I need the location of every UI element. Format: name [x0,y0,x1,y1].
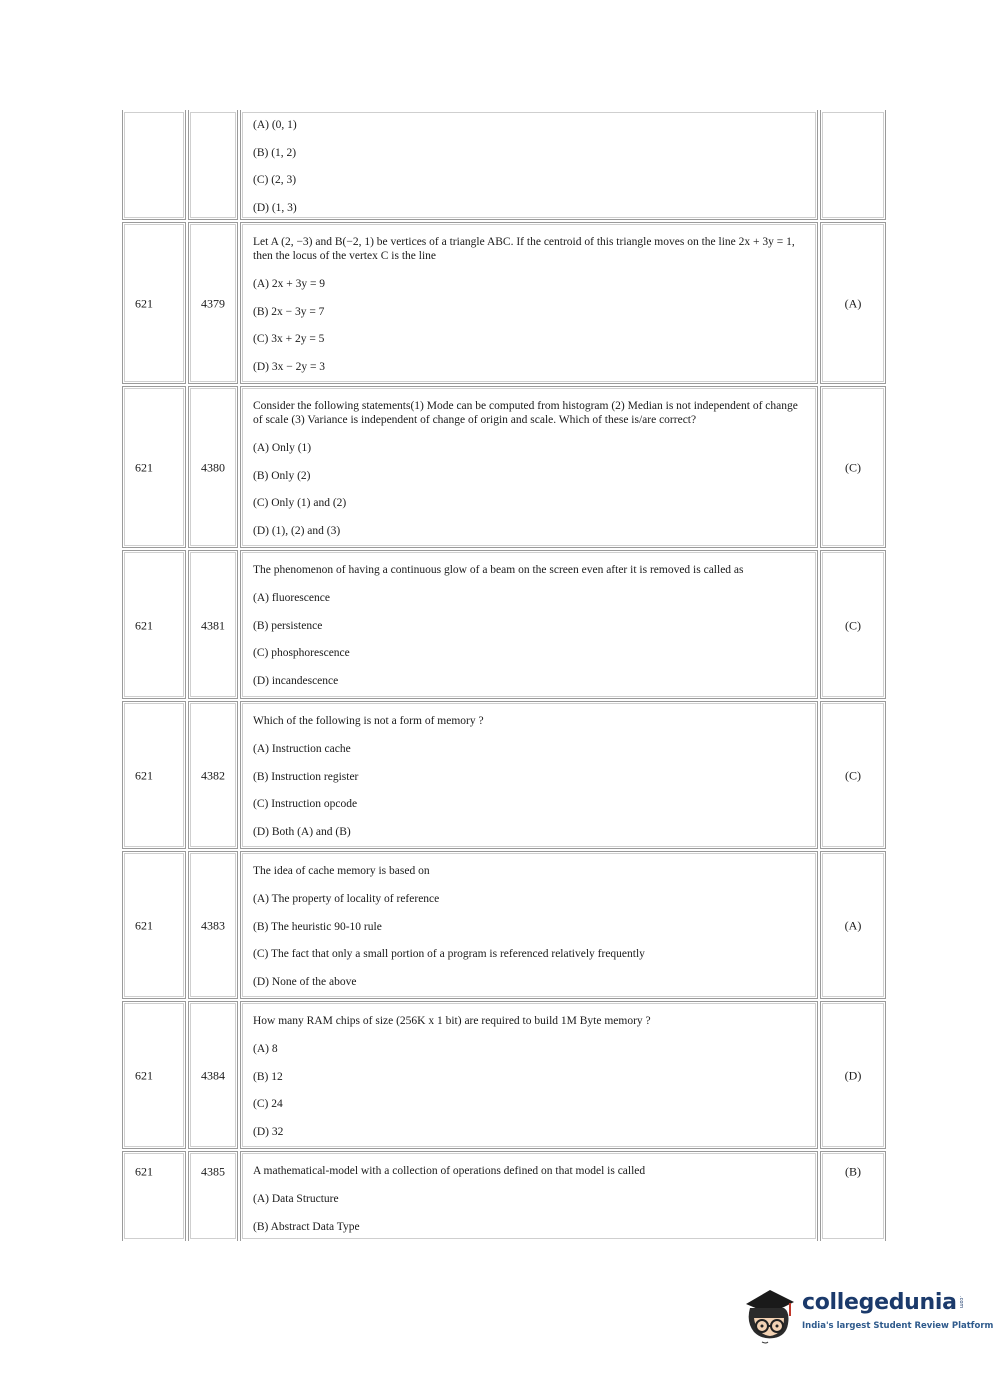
question-number: 4380 [201,460,225,475]
answer-option: (D) (1, 3) [253,202,297,215]
answer-cell [820,550,886,699]
answer-cell [820,110,886,220]
paper-code: 621 [135,1164,153,1179]
answer-option: (D) (1), (2) and (3) [253,525,341,538]
question-number-cell [188,701,238,849]
paper-code: 621 [135,1068,153,1083]
correct-answer: (A) [844,918,862,933]
answer-option: (A) fluorescence [253,592,330,604]
answer-option: (B) (1, 2) [253,146,297,159]
answer-option: (B) persistence [253,619,323,632]
table-row [122,851,886,999]
question-number: 4383 [201,918,225,933]
question-number-cell [188,386,238,548]
mascot-icon [740,1282,802,1352]
correct-answer: (B) [845,1164,861,1179]
answer-option: (A) 8 [253,1043,278,1055]
table-row [122,1001,886,1149]
answer-cell [820,222,886,384]
answer-option: (D) Both (A) and (B) [253,826,351,839]
answer-option: (C) Only (1) and (2) [253,497,347,510]
question-text: How many RAM chips of size (256K x 1 bit) are required to build 1M Byte memory ? [253,1015,651,1027]
question-number: 4379 [201,296,225,311]
paper-code: 621 [135,918,153,933]
paper-code: 621 [135,296,153,311]
question-number: 4385 [201,1164,225,1179]
question-number-cell [188,550,238,699]
question-number: 4382 [201,768,225,783]
question-number-cell [188,222,238,384]
correct-answer: (C) [845,768,861,783]
question-cell [240,550,818,699]
collegedunia-logo[interactable] [740,1282,994,1352]
answer-option: (B) 2x − 3y = 7 [253,305,325,318]
correct-answer: (A) [844,296,862,311]
question-cell [240,1001,818,1149]
answer-option: (A) 2x + 3y = 9 [253,278,326,290]
answer-option: (B) The heuristic 90-10 rule [253,920,382,933]
answer-option: (C) Instruction opcode [253,798,358,811]
question-number-cell [188,851,238,999]
question-number-cell [188,1151,238,1241]
table-row [122,1151,886,1241]
paper-code-cell [122,386,186,548]
answer-option: (B) Instruction register [253,770,359,783]
answer-option: (C) The fact that only a small portion of a program is referenced relatively frequently [253,948,645,961]
answer-option: (B) Abstract Data Type [253,1220,360,1233]
paper-code-cell [122,701,186,849]
question-number: 4381 [201,618,225,632]
question-table [122,110,886,1241]
paper-code-cell [122,851,186,999]
table-row [122,110,886,220]
answer-option: (A) (0, 1) [253,119,297,131]
table-row [122,550,886,699]
paper-code-cell [122,1151,186,1241]
question-cell [240,1151,818,1241]
paper-code: 621 [135,460,153,475]
answer-option: (A) Data Structure [253,1193,339,1205]
brand-dotcom: .com [958,1296,964,1309]
question-text: The idea of cache memory is based on [253,865,430,877]
question-text: Let A (2, −3) and B(−2, 1) be vertices of a triangle ABC. If the centroid of this triangle moves on the line 2x + 3y = 1, then the locus of the vertex C is the line [253,236,795,262]
paper-code-cell [122,110,186,220]
answer-option: (C) (2, 3) [253,174,297,187]
question-text: Consider the following statements(1) Mode can be computed from histogram (2) Median is not independent of change of scale (3) Variance is independent of change of origin and scale. Which of these is/are correct? [253,400,798,426]
answer-option: (B) Only (2) [253,469,311,482]
paper-code-cell [122,550,186,699]
question-cell [240,110,818,220]
answer-option: (A) Instruction cache [253,743,351,755]
question-text: The phenomenon of having a continuous glow of a beam on the screen even after it is removed is called as [253,564,744,576]
question-text: Which of the following is not a form of memory ? [253,715,484,727]
correct-answer: (C) [845,460,861,475]
answer-option: (A) The property of locality of reference [253,893,440,905]
question-cell [240,386,818,548]
question-cell [240,701,818,849]
question-number: 4384 [201,1068,225,1083]
question-cell [240,222,818,384]
paper-code: 621 [135,618,153,632]
brand-tagline: India's largest Student Review Platform [802,1321,994,1331]
answer-option: (D) 3x − 2y = 3 [253,361,326,374]
answer-option: (C) phosphorescence [253,647,350,660]
correct-answer: (C) [845,618,861,632]
answer-option: (A) Only (1) [253,442,312,454]
brand-name: collegedunia [802,1290,957,1315]
answer-option: (D) 32 [253,1126,284,1139]
paper-code-cell [122,222,186,384]
answer-option: (D) incandescence [253,675,339,688]
answer-option: (C) 3x + 2y = 5 [253,333,325,346]
answer-option: (D) None of the above [253,976,357,989]
answer-cell [820,1001,886,1149]
answer-cell [820,1151,886,1241]
table-row [122,701,886,849]
answer-cell [820,386,886,548]
correct-answer: (D) [844,1068,862,1083]
paper-code-cell [122,1001,186,1149]
table-row [122,386,886,548]
table-row [122,222,886,384]
question-number-cell [188,1001,238,1149]
answer-cell [820,701,886,849]
paper-code: 621 [135,768,153,783]
question-text: A mathematical-model with a collection of operations defined on that model is called [253,1165,646,1177]
answer-cell [820,851,886,999]
question-cell [240,851,818,999]
question-number-cell [188,110,238,220]
answer-option: (C) 24 [253,1098,283,1111]
answer-option: (B) 12 [253,1070,283,1083]
